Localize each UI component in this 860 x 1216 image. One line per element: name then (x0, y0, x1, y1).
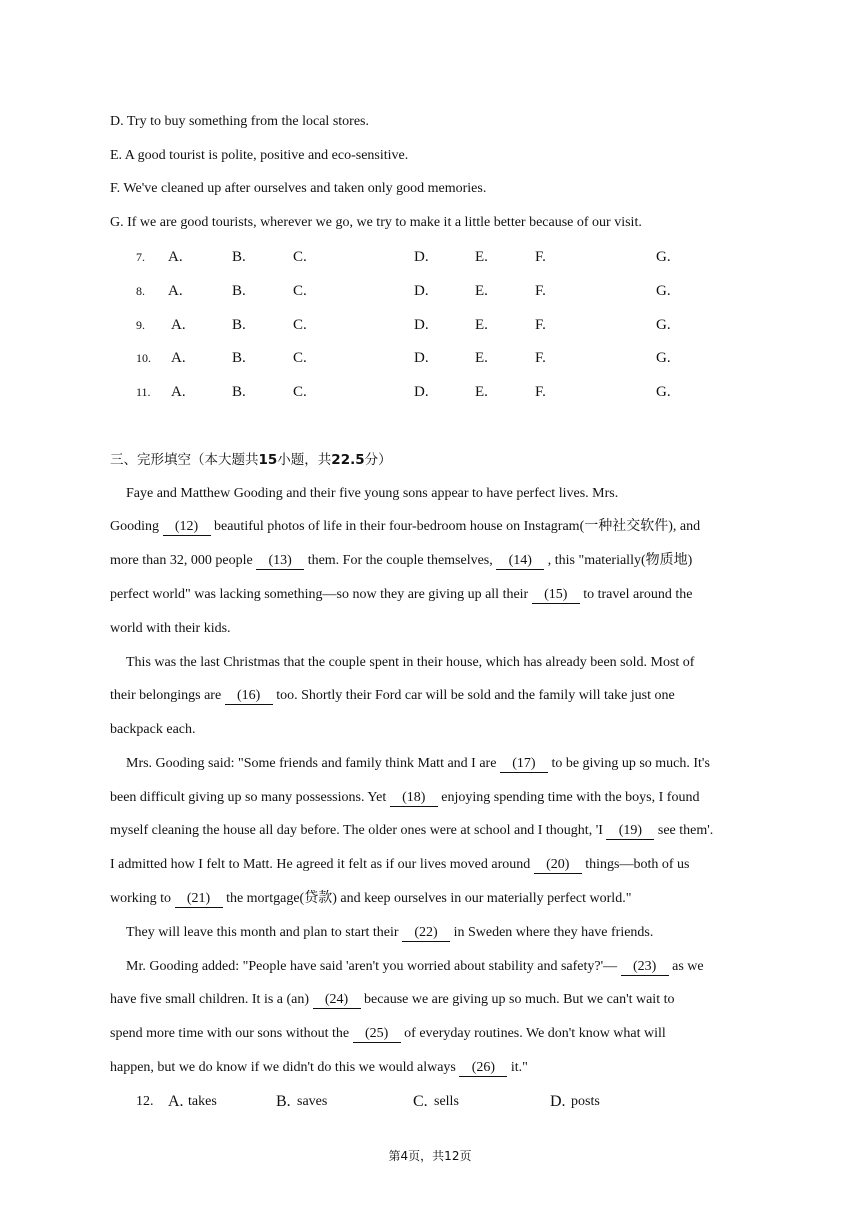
passage-line: This was the last Christmas that the couple spent in their house, which has already been sold. Most of (126, 655, 695, 670)
choice-b-text[interactable]: saves (297, 1094, 328, 1109)
blank-22[interactable]: (22) (402, 925, 450, 942)
passage-line: They will leave this month and plan to start their (22) in Sweden where they have friends. (126, 925, 654, 940)
passage-line: have five small children. It is a (an) (24) because we are giving up so much. But we can't wait to (110, 992, 675, 1007)
answer-row (0, 348, 860, 368)
passage-line: perfect world" was lacking something—so now they are giving up all their (15) to travel around the (110, 587, 693, 602)
passage-line: Gooding (12) beautiful photos of life in their four-bedroom house on Instagram(一种社交软件), and (110, 519, 701, 534)
choice-f[interactable]: F. (535, 283, 546, 299)
passage-line: their belongings are (16) too. Shortly their Ford car will be sold and the family will take just one (110, 688, 675, 703)
choice-c[interactable]: C. (293, 283, 307, 299)
choice-g[interactable]: G. (656, 249, 671, 265)
blank-12[interactable]: (12) (163, 519, 211, 536)
choice-a-text[interactable]: takes (188, 1094, 217, 1109)
passage-line: I admitted how I felt to Matt. He agreed it felt as if our lives moved around (20) things—both of us (110, 857, 690, 872)
choice-b-letter[interactable]: B. (276, 1093, 291, 1110)
question-number: 9. (136, 318, 145, 332)
blank-23[interactable]: (23) (621, 959, 669, 976)
question-number: 12. (136, 1094, 154, 1109)
choice-d[interactable]: D. (414, 384, 429, 400)
page-footer: 第4页，共12页 (388, 1149, 472, 1163)
section-heading: 三、完形填空（本大题共15小题，共22.5分） (110, 452, 392, 468)
passage-line: working to (21) the mortgage(贷款) and keep ourselves in our materially perfect world." (110, 891, 632, 906)
choice-a[interactable]: A. (168, 249, 183, 265)
choice-e[interactable]: E. (475, 350, 488, 366)
answer-row (0, 247, 860, 267)
choice-c[interactable]: C. (293, 350, 307, 366)
choice-g[interactable]: G. (656, 317, 671, 333)
choice-b[interactable]: B. (232, 249, 246, 265)
choice-f[interactable]: F. (535, 249, 546, 265)
passage-line: more than 32, 000 people (13) them. For the couple themselves, (14) , this "materially(物质地) (110, 553, 693, 568)
option-g-text: G. If we are good tourists, wherever we go, we try to make it a little better because of our visit. (110, 215, 642, 230)
blank-21[interactable]: (21) (175, 891, 223, 908)
blank-20[interactable]: (20) (534, 857, 582, 874)
passage-line: been difficult giving up so many possessions. Yet (18) enjoying spending time with the boys, I found (110, 790, 700, 805)
choice-e[interactable]: E. (475, 317, 488, 333)
choice-a[interactable]: A. (171, 317, 186, 333)
blank-16[interactable]: (16) (225, 688, 273, 705)
question-number: 11. (136, 385, 151, 399)
passage-line: Faye and Matthew Gooding and their five young sons appear to have perfect lives. Mrs. (126, 486, 619, 501)
choice-d-text[interactable]: posts (571, 1094, 600, 1109)
choice-d-letter[interactable]: D. (550, 1093, 566, 1110)
choice-f[interactable]: F. (535, 384, 546, 400)
blank-14[interactable]: (14) (496, 553, 544, 570)
choice-a[interactable]: A. (168, 283, 183, 299)
answer-row (0, 382, 860, 402)
choice-b[interactable]: B. (232, 384, 246, 400)
question-number: 7. (136, 250, 145, 264)
passage-line: Mr. Gooding added: "People have said 'aren't you worried about stability and safety?'— (23) as we (126, 959, 704, 974)
choice-g[interactable]: G. (656, 350, 671, 366)
choice-a[interactable]: A. (171, 350, 186, 366)
choice-b[interactable]: B. (232, 317, 246, 333)
choice-f[interactable]: F. (535, 317, 546, 333)
question-number: 10. (136, 351, 151, 365)
choice-b[interactable]: B. (232, 283, 246, 299)
blank-18[interactable]: (18) (390, 790, 438, 807)
choice-c-letter[interactable]: C. (413, 1093, 428, 1110)
passage-line: spend more time with our sons without the (25) of everyday routines. We don't know what will (110, 1026, 666, 1041)
blank-19[interactable]: (19) (606, 823, 654, 840)
passage-line: myself cleaning the house all day before. The older ones were at school and I thought, 'I (19) see them'. (110, 823, 714, 838)
choice-d[interactable]: D. (414, 249, 429, 265)
choice-g[interactable]: G. (656, 283, 671, 299)
question-12 (0, 1092, 860, 1112)
blank-17[interactable]: (17) (500, 756, 548, 773)
question-number: 8. (136, 284, 145, 298)
blank-24[interactable]: (24) (313, 992, 361, 1009)
blank-25[interactable]: (25) (353, 1026, 401, 1043)
choice-c[interactable]: C. (293, 317, 307, 333)
choice-d[interactable]: D. (414, 317, 429, 333)
choice-a-letter[interactable]: A. (168, 1093, 184, 1110)
passage-line: backpack each. (110, 722, 196, 737)
choice-c[interactable]: C. (293, 384, 307, 400)
passage-line: happen, but we do know if we didn't do this we would always (26) it." (110, 1060, 528, 1075)
passage-line: Mrs. Gooding said: "Some friends and family think Matt and I are (17) to be giving up so much. It's (126, 756, 710, 771)
choice-e[interactable]: E. (475, 249, 488, 265)
choice-c-text[interactable]: sells (434, 1094, 459, 1109)
choice-b[interactable]: B. (232, 350, 246, 366)
answer-row (0, 315, 860, 335)
choice-e[interactable]: E. (475, 384, 488, 400)
choice-c[interactable]: C. (293, 249, 307, 265)
blank-26[interactable]: (26) (459, 1060, 507, 1077)
blank-13[interactable]: (13) (256, 553, 304, 570)
choice-g[interactable]: G. (656, 384, 671, 400)
passage-line: world with their kids. (110, 621, 231, 636)
choice-e[interactable]: E. (475, 283, 488, 299)
option-f-text: F. We've cleaned up after ourselves and taken only good memories. (110, 181, 487, 196)
choice-f[interactable]: F. (535, 350, 546, 366)
option-d-text: D. Try to buy something from the local stores. (110, 114, 369, 129)
answer-row (0, 281, 860, 301)
choice-d[interactable]: D. (414, 283, 429, 299)
choice-a[interactable]: A. (171, 384, 186, 400)
option-e-text: E. A good tourist is polite, positive and eco-sensitive. (110, 148, 409, 163)
blank-15[interactable]: (15) (532, 587, 580, 604)
choice-d[interactable]: D. (414, 350, 429, 366)
